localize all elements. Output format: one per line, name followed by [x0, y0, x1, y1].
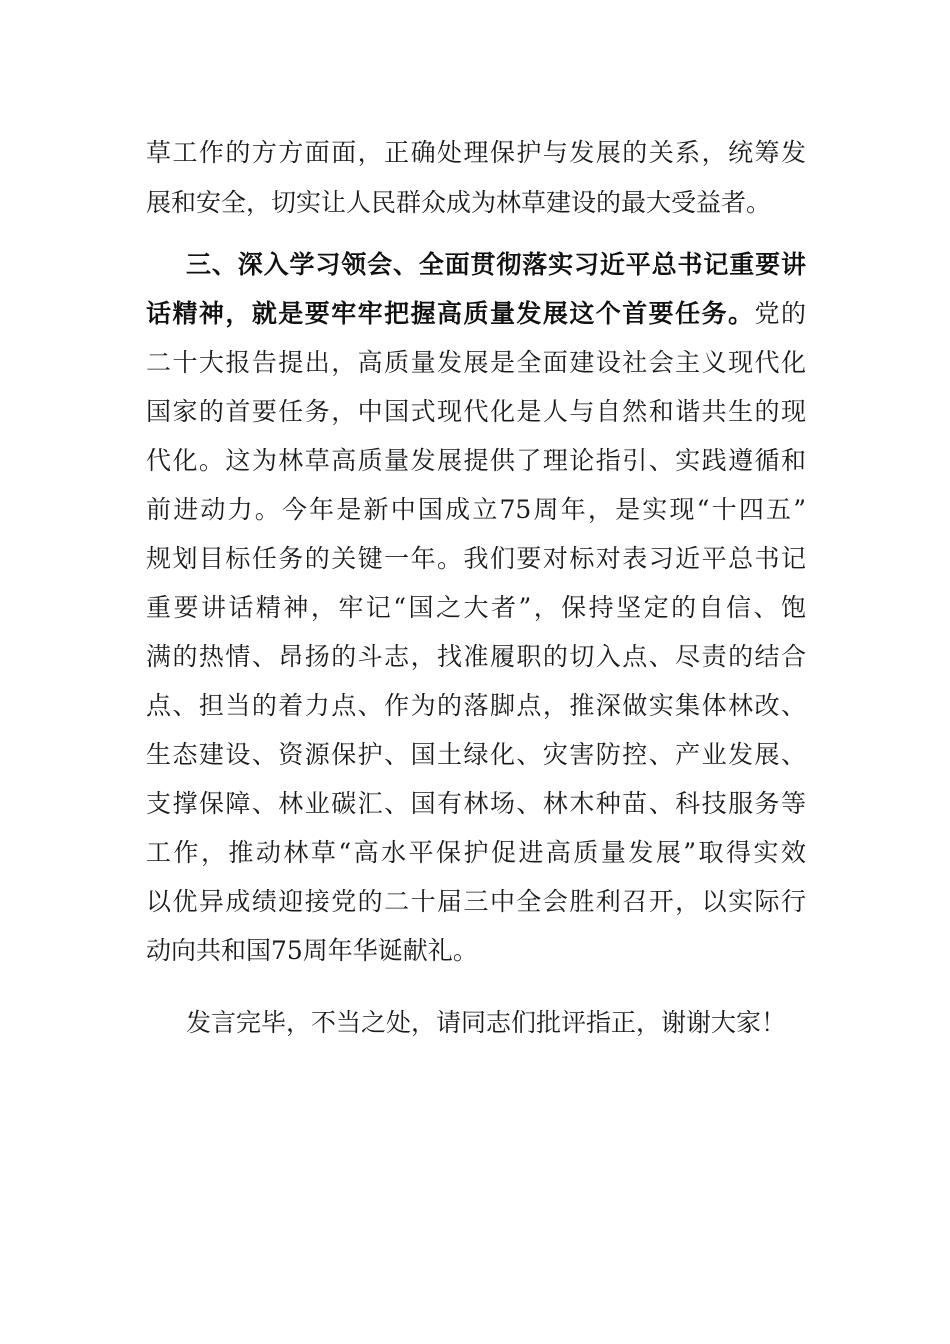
paragraph-2-line-6: 前进动力。今年是新中国成立75周年，是实现“十四五”: [146, 495, 807, 524]
paragraph-2-line-3: 二十大报告提出，高质量发展是全面建设社会主义现代化: [146, 348, 806, 377]
section-heading-line-2: [146, 289, 806, 339]
paragraph-2-line-13: 工作，推动林草“高水平保护促进高质量发展”取得实效: [146, 838, 806, 867]
paragraph-2-line-10: 点、担当的着力点、作为的落脚点，推深做实集体林改、: [146, 691, 806, 720]
paragraph-2-line-14: 以优异成绩迎接党的二十届三中全会胜利召开，以实际行: [146, 887, 806, 916]
paragraph-2-line-15: 动向共和国75周年华诞献礼。: [146, 936, 478, 965]
section-heading-line-1: 三、深入学习领会、全面贯彻落实习近平总书记重要讲: [186, 250, 806, 279]
paragraph-2-line-7: 规划目标任务的关键一年。我们要对标对表习近平总书记: [146, 544, 806, 573]
paragraph-1-line-1: 草工作的方方面面，正确处理保护与发展的关系，统筹发: [146, 138, 806, 167]
paragraph-2-line-11: 生态建设、资源保护、国土绿化、灾害防控、产业发展、: [146, 740, 806, 769]
paragraph-2-line-8: 重要讲话精神，牢记“国之大者”，保持坚定的自信、饱: [146, 593, 806, 622]
paragraph-1-line-2: 展和安全，切实让人民群众成为林草建设的最大受益者。: [146, 188, 772, 217]
section-heading-bold-text: 话精神，就是要牢牢把握高质量发展这个首要任务。: [146, 299, 755, 328]
closing-remark: 发言完毕，不当之处，请同志们批评指正，谢谢大家！: [186, 1008, 787, 1037]
paragraph-2-line-9: 满的热情、昂扬的斗志，找准履职的切入点、尽责的结合: [146, 642, 806, 671]
section-heading-normal-text: 党的: [754, 299, 806, 328]
paragraph-2-line-12: 支撑保障、林业碳汇、国有林场、林木种苗、科技服务等: [146, 789, 806, 818]
paragraph-2-line-4: 国家的首要任务，中国式现代化是人与自然和谐共生的现: [146, 397, 806, 426]
paragraph-2-line-5: 代化。这为林草高质量发展提供了理论指引、实践遵循和: [146, 446, 806, 475]
